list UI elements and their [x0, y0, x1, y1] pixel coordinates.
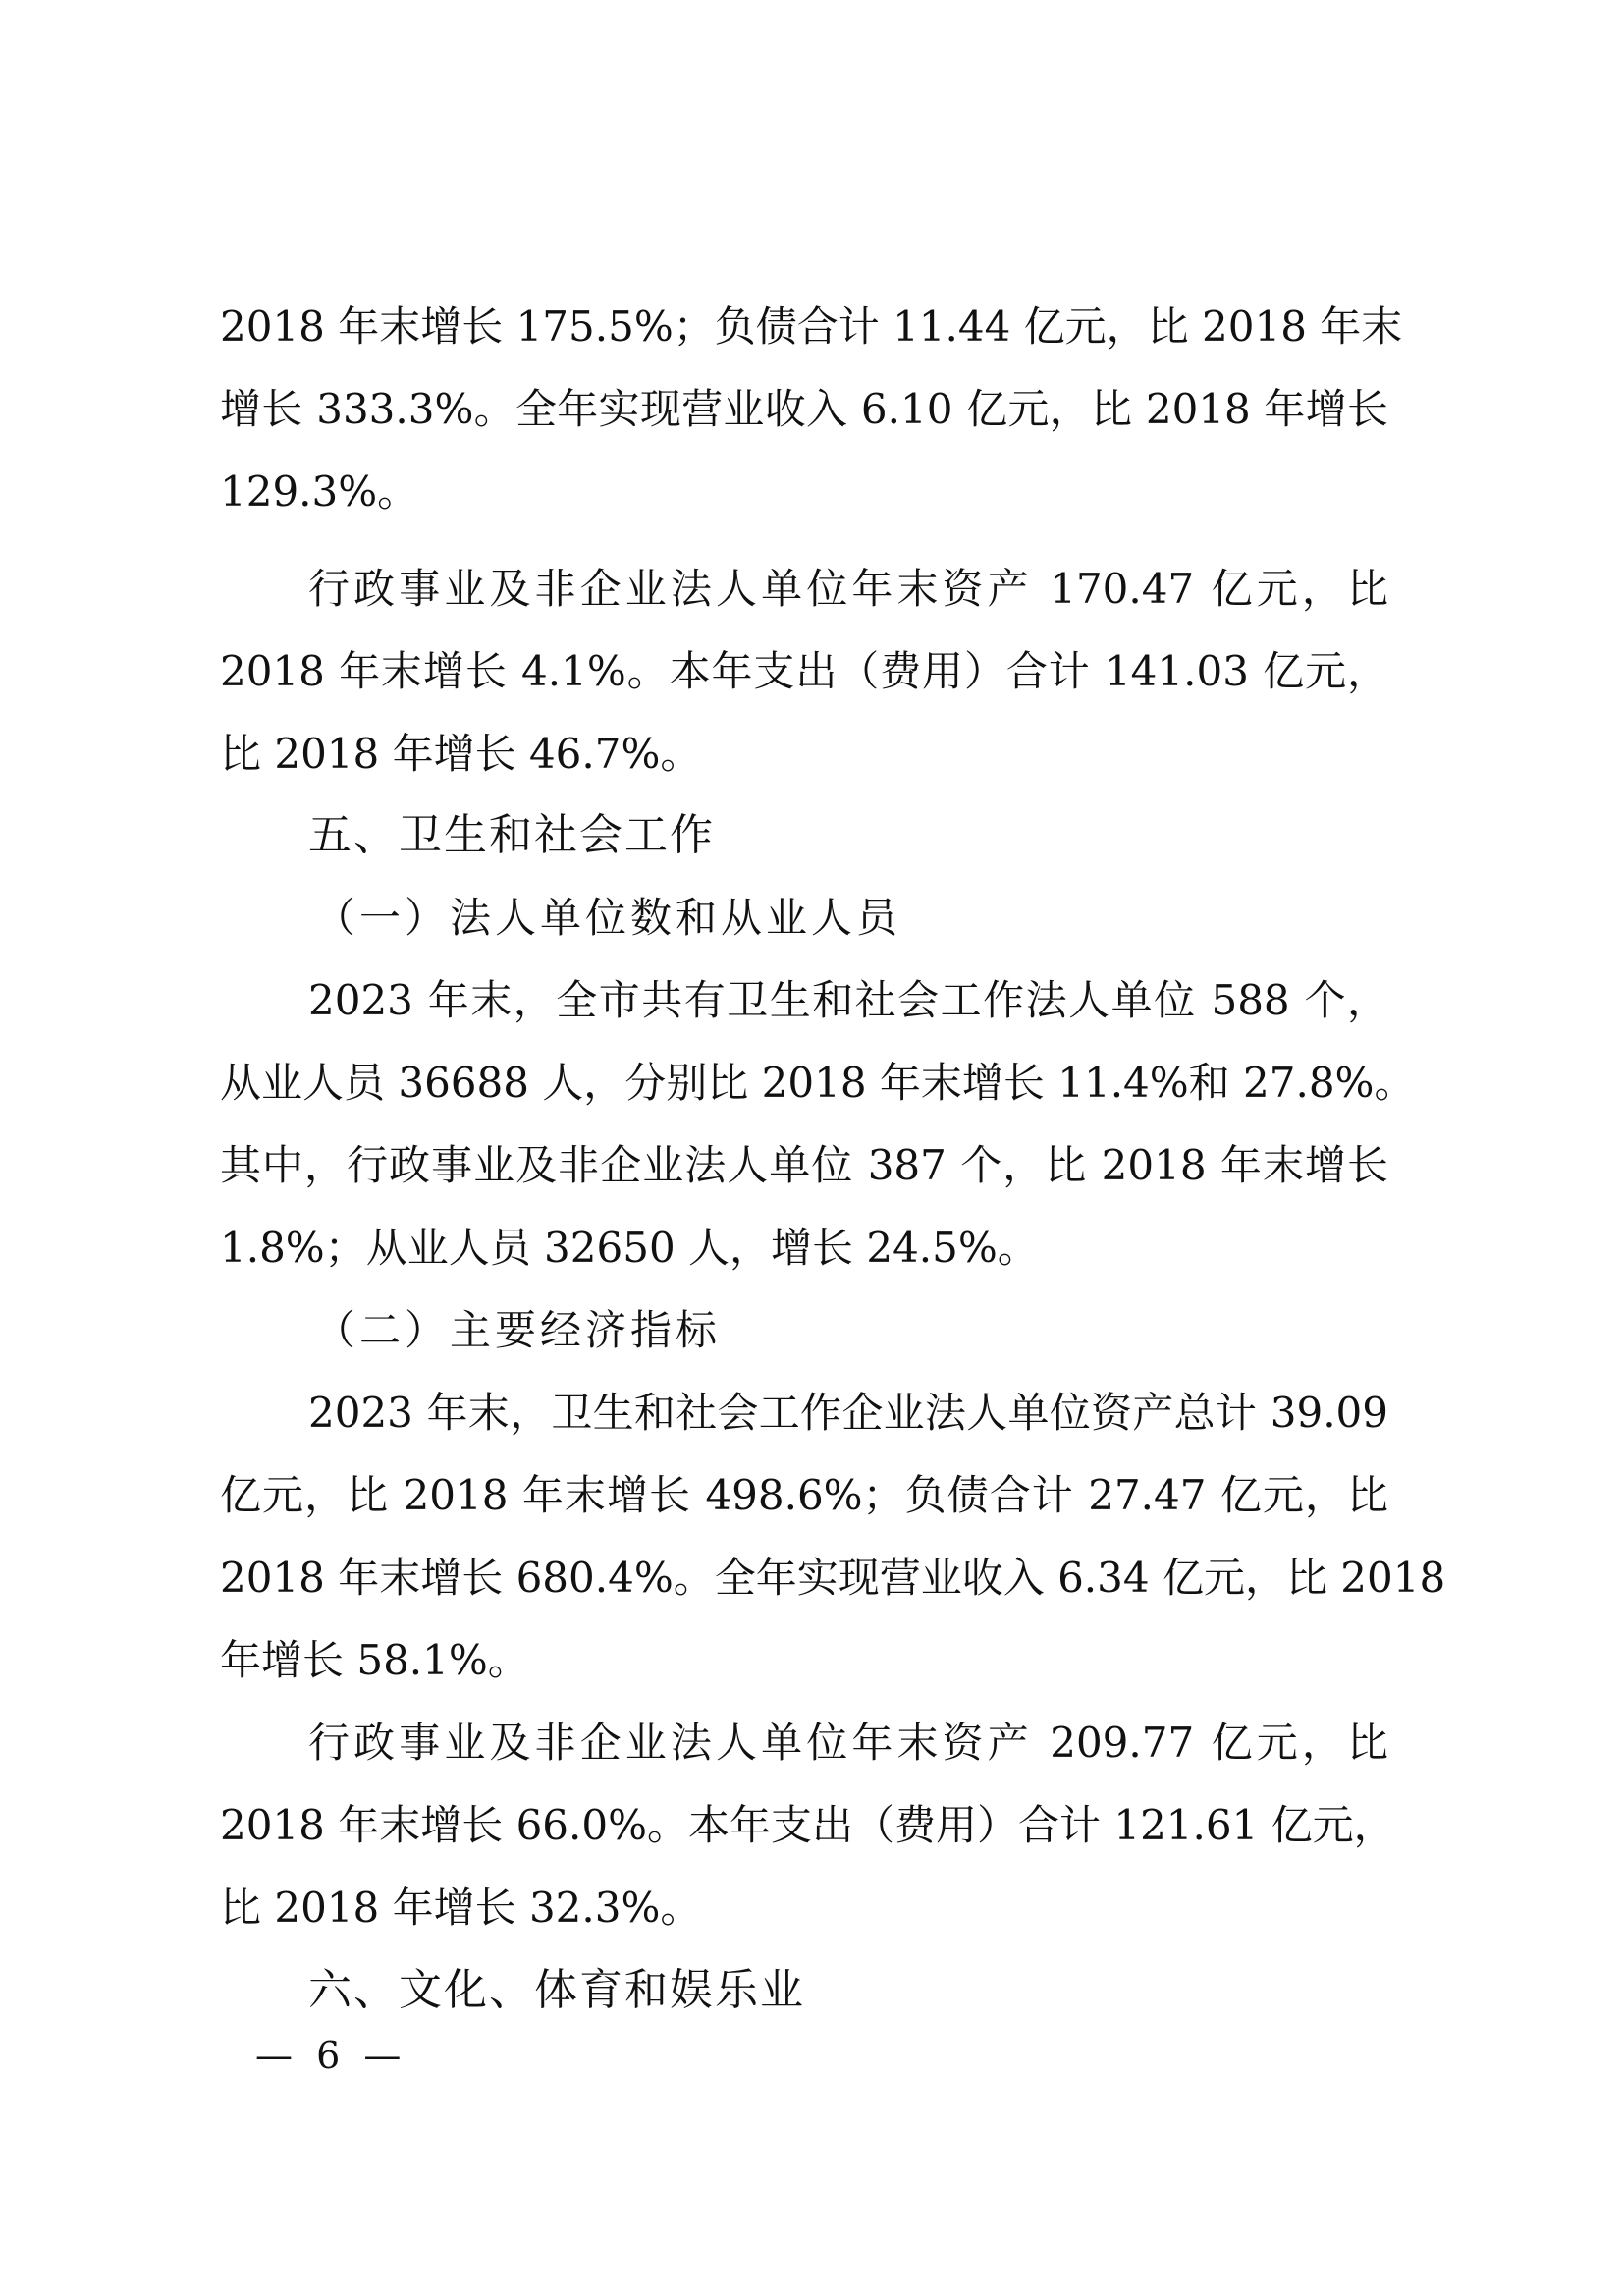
- paragraph-line: 从业人员 36688 人，分别比 2018 年末增长 11.4%和 27.8%。: [220, 1059, 1416, 1107]
- paragraph-line: 2023 年末，全市共有卫生和社会工作法人单位 588 个，: [308, 976, 1388, 1024]
- paragraph-line: 年增长 58.1%。: [220, 1636, 529, 1684]
- section-heading: 六、文化、体育和娱乐业: [308, 1965, 805, 2015]
- paragraph-line: 2018 年末增长 175.5%；负债合计 11.44 亿元，比 2018 年末: [220, 302, 1403, 351]
- paragraph-line: 2018 年末增长 4.1%。本年支出（费用）合计 141.03 亿元，: [220, 647, 1388, 695]
- paragraph-line: 2018 年末增长 66.0%。本年支出（费用）合计 121.61 亿元，: [220, 1801, 1395, 1849]
- paragraph-line: 其中，行政事业及非企业法人单位 387 个，比 2018 年末增长: [220, 1141, 1388, 1189]
- paragraph-line: 行政事业及非企业法人单位年末资产 209.77 亿元，比: [308, 1719, 1388, 1767]
- subsection-heading: （一）法人单位数和从业人员: [314, 894, 902, 942]
- paragraph-line: 129.3%。: [220, 467, 419, 516]
- paragraph-line: 2018 年末增长 680.4%。全年实现营业收入 6.34 亿元，比 2018: [220, 1554, 1446, 1602]
- paragraph-line: 比 2018 年增长 46.7%。: [220, 730, 702, 778]
- page-number: — 6 —: [255, 2034, 407, 2077]
- subsection-heading: （二）主要经济指标: [314, 1306, 722, 1354]
- paragraph-line: 行政事业及非企业法人单位年末资产 170.47 亿元，比: [308, 565, 1388, 613]
- paragraph-line: 亿元，比 2018 年末增长 498.6%；负债合计 27.47 亿元，比: [220, 1471, 1388, 1519]
- paragraph-line: 1.8%；从业人员 32650 人，增长 24.5%。: [220, 1224, 1039, 1272]
- section-heading: 五、卫生和社会工作: [308, 810, 715, 860]
- paragraph-line: 2023 年末，卫生和社会工作企业法人单位资产总计 39.09: [308, 1389, 1388, 1437]
- paragraph-line: 比 2018 年增长 32.3%。: [220, 1884, 702, 1932]
- paragraph-line: 增长 333.3%。全年实现营业收入 6.10 亿元，比 2018 年增长: [220, 385, 1388, 433]
